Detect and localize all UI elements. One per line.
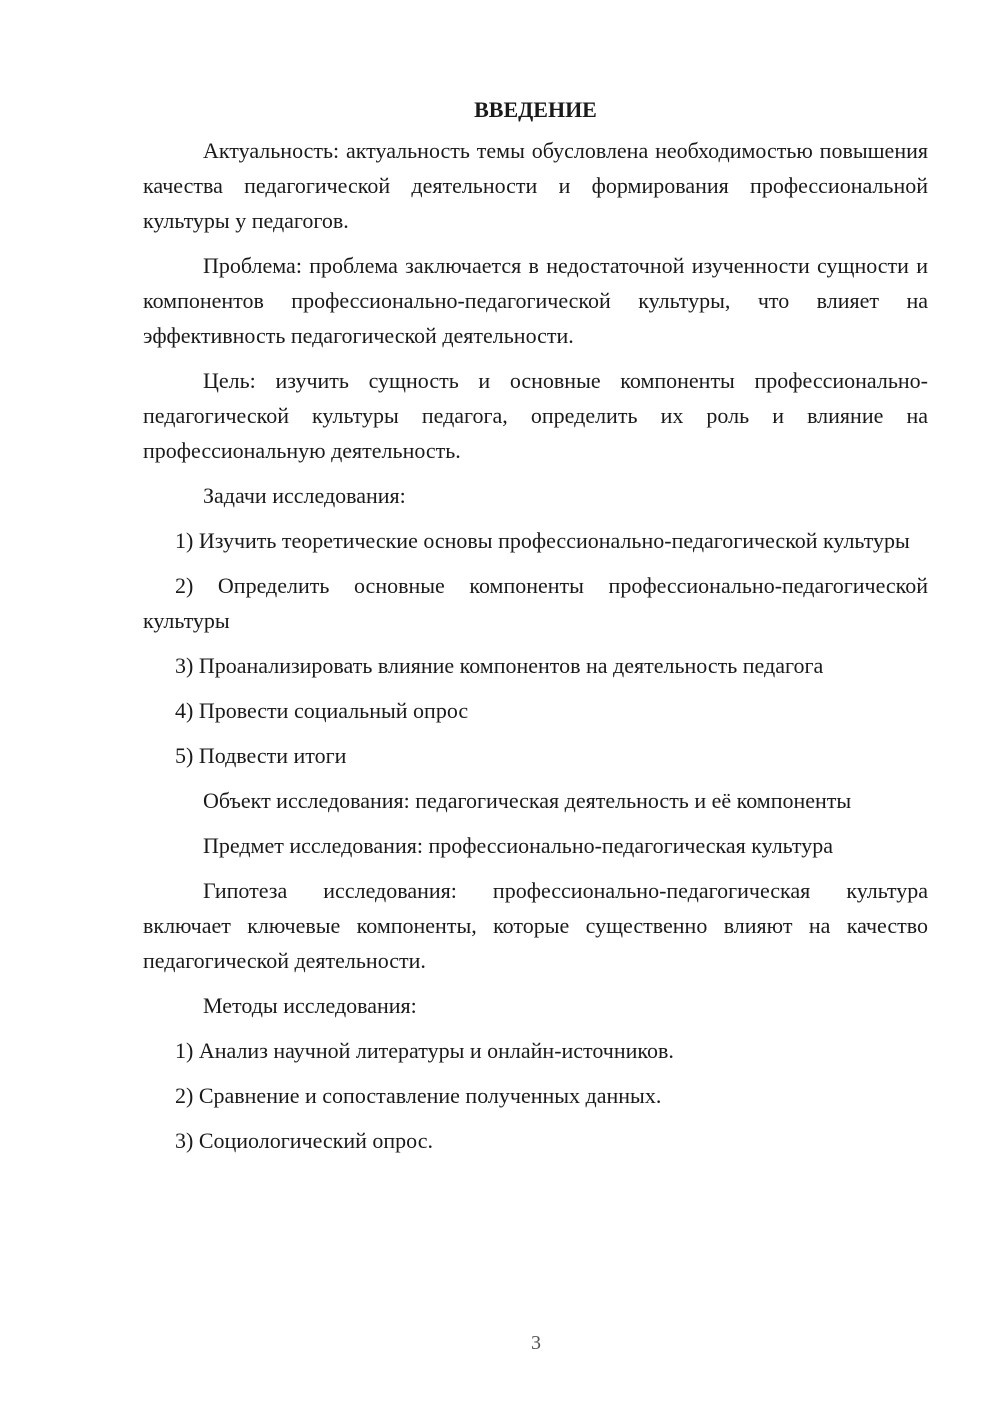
document-page	[143, 92, 928, 1168]
task-item-3: 3) Проанализировать влияние компонентов на деятельность педагога	[175, 653, 824, 678]
task-item-2: 2) Определить основные компоненты профессионально-педагогической культуры	[143, 573, 928, 633]
subject-paragraph: Предмет исследования: профессионально-педагогическая культура	[203, 833, 833, 858]
task-item-4: 4) Провести социальный опрос	[175, 698, 469, 723]
task-item-1: 1) Изучить теоретические основы профессионально-педагогической культуры	[175, 528, 910, 553]
methods-heading: Методы исследования:	[203, 993, 417, 1018]
section-title: ВВЕДЕНИЕ	[474, 97, 597, 122]
method-item-3: 3) Социологический опрос.	[175, 1128, 433, 1153]
page-number: 3	[531, 1332, 541, 1354]
task-item-5: 5) Подвести итоги	[175, 743, 347, 768]
hypothesis-paragraph: Гипотеза исследования: профессионально-педагогическая культура включает ключевые компоненты, которые существенно влияют на качество педагогической деятельности.	[143, 878, 928, 973]
method-item-2: 2) Сравнение и сопоставление полученных данных.	[175, 1083, 662, 1108]
tasks-heading: Задачи исследования:	[203, 483, 406, 508]
relevance-paragraph: Актуальность: актуальность темы обусловлена необходимостью повышения качества педагогической деятельности и формирования профессиональной культуры у педагогов.	[143, 138, 928, 233]
problem-paragraph: Проблема: проблема заключается в недостаточной изученности сущности и компонентов профессионально-педагогической культуры, что влияет на эффективность педагогической деятельности.	[143, 253, 928, 348]
method-item-1: 1) Анализ научной литературы и онлайн-источников.	[175, 1038, 674, 1063]
object-paragraph: Объект исследования: педагогическая деятельность и её компоненты	[203, 788, 852, 813]
goal-paragraph: Цель: изучить сущность и основные компоненты профессионально-педагогической культуры педагога, определить их роль и влияние на профессиональную деятельность.	[143, 368, 928, 463]
